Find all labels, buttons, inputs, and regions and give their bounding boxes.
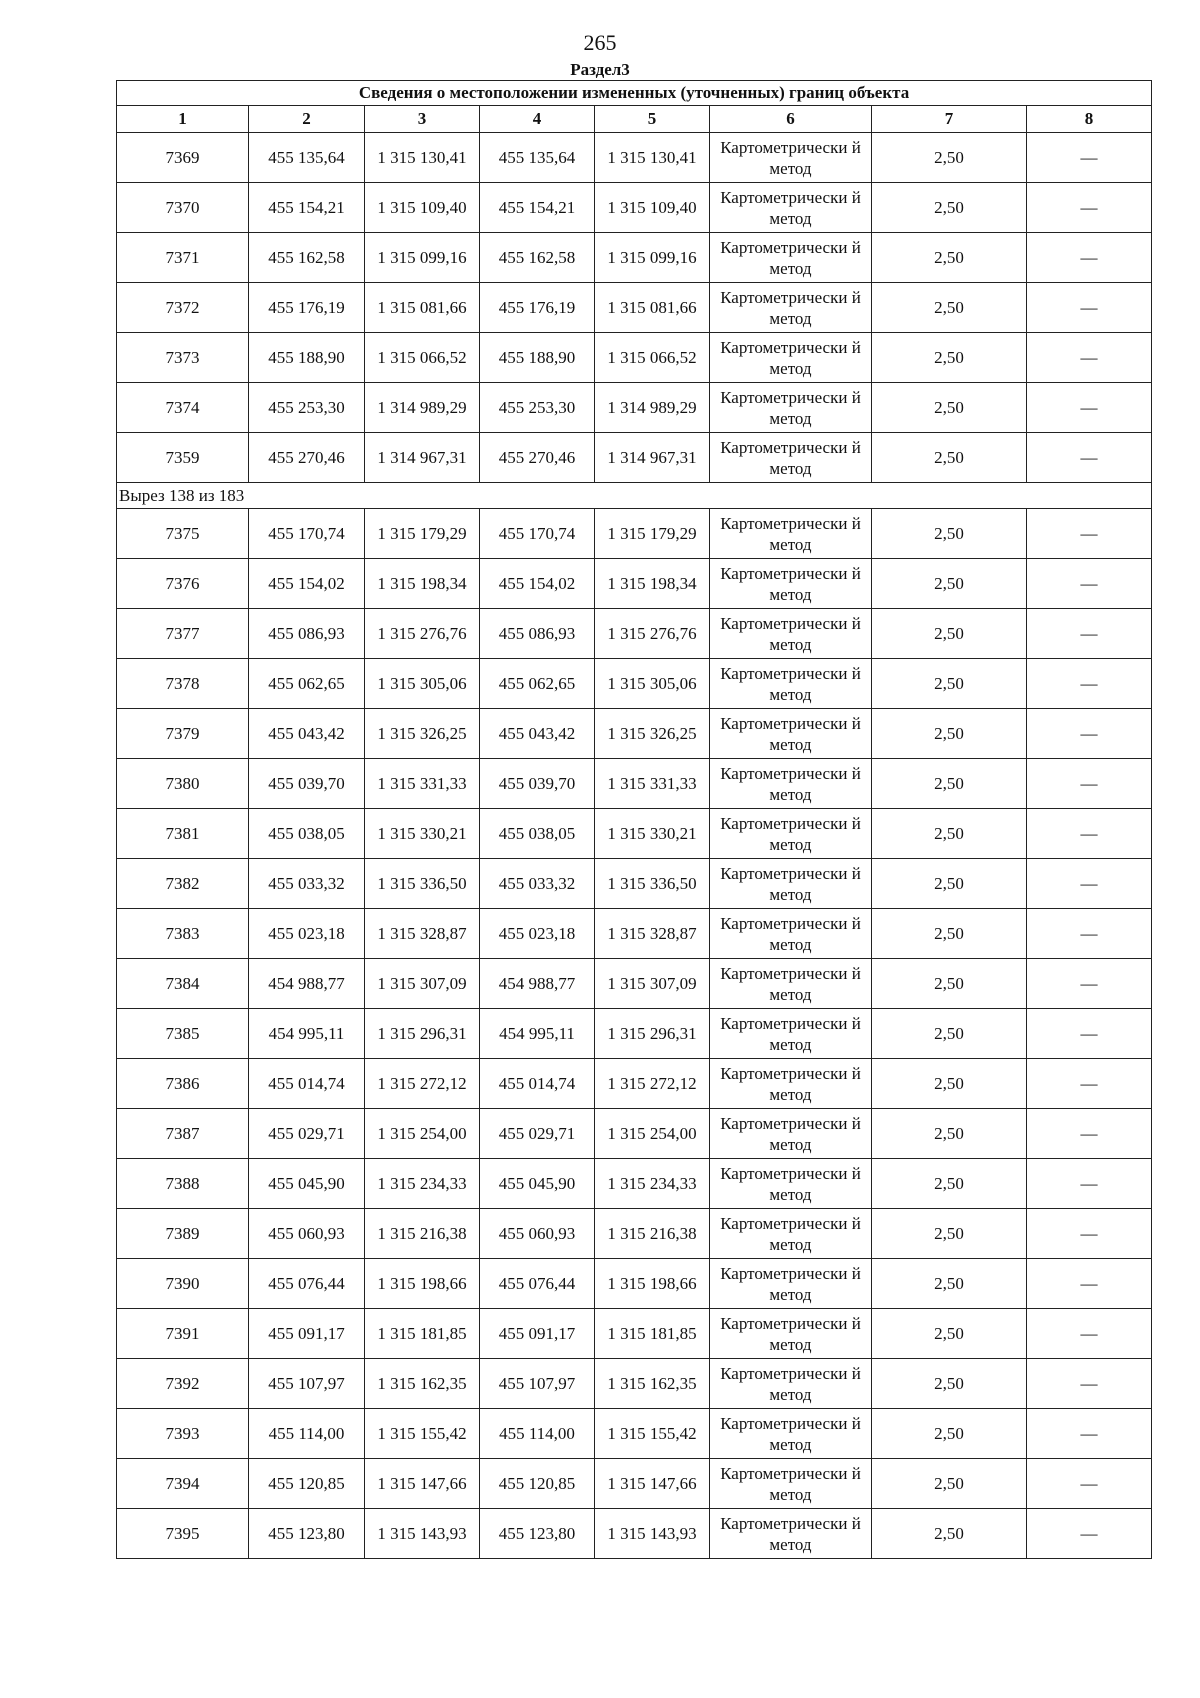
method-cell: Картометрически й метод <box>710 133 872 183</box>
point-number-cell: 7381 <box>117 809 249 859</box>
x-existing-cell: 455 076,44 <box>249 1259 365 1309</box>
description-cell: — <box>1027 383 1152 433</box>
description-cell: — <box>1027 183 1152 233</box>
table-row <box>117 1409 1152 1459</box>
y-refined-cell: 1 315 276,76 <box>595 609 710 659</box>
x-refined-cell: 455 029,71 <box>480 1109 595 1159</box>
accuracy-cell: 2,50 <box>872 1109 1027 1159</box>
x-existing-cell: 455 135,64 <box>249 133 365 183</box>
accuracy-cell: 2,50 <box>872 1159 1027 1209</box>
method-cell: Картометрически й метод <box>710 233 872 283</box>
description-cell: — <box>1027 759 1152 809</box>
y-existing-cell: 1 315 181,85 <box>365 1309 480 1359</box>
y-refined-cell: 1 315 216,38 <box>595 1209 710 1259</box>
description-cell: — <box>1027 1459 1152 1509</box>
point-number-cell: 7385 <box>117 1009 249 1059</box>
description-cell: — <box>1027 1309 1152 1359</box>
y-refined-cell: 1 315 307,09 <box>595 959 710 1009</box>
column-number: 3 <box>365 106 480 133</box>
y-existing-cell: 1 315 147,66 <box>365 1459 480 1509</box>
x-existing-cell: 455 120,85 <box>249 1459 365 1509</box>
method-cell: Картометрически й метод <box>710 433 872 483</box>
y-existing-cell: 1 315 099,16 <box>365 233 480 283</box>
x-refined-cell: 455 120,85 <box>480 1459 595 1509</box>
point-number-cell: 7387 <box>117 1109 249 1159</box>
group-row <box>117 483 1152 509</box>
y-existing-cell: 1 315 331,33 <box>365 759 480 809</box>
method-cell: Картометрически й метод <box>710 1109 872 1159</box>
table-row <box>117 1459 1152 1509</box>
point-number-cell: 7378 <box>117 659 249 709</box>
y-refined-cell: 1 315 328,87 <box>595 909 710 959</box>
point-number-cell: 7384 <box>117 959 249 1009</box>
table-row <box>117 383 1152 433</box>
y-existing-cell: 1 315 254,00 <box>365 1109 480 1159</box>
table-row <box>117 1259 1152 1309</box>
description-cell: — <box>1027 959 1152 1009</box>
point-number-cell: 7370 <box>117 183 249 233</box>
description-cell: — <box>1027 909 1152 959</box>
point-number-cell: 7386 <box>117 1059 249 1109</box>
description-cell: — <box>1027 1509 1152 1559</box>
x-existing-cell: 455 154,02 <box>249 559 365 609</box>
x-existing-cell: 455 038,05 <box>249 809 365 859</box>
x-refined-cell: 455 162,58 <box>480 233 595 283</box>
y-refined-cell: 1 315 109,40 <box>595 183 710 233</box>
method-cell: Картометрически й метод <box>710 1359 872 1409</box>
accuracy-cell: 2,50 <box>872 433 1027 483</box>
x-existing-cell: 455 043,42 <box>249 709 365 759</box>
method-cell: Картометрически й метод <box>710 909 872 959</box>
y-existing-cell: 1 315 296,31 <box>365 1009 480 1059</box>
y-refined-cell: 1 315 198,66 <box>595 1259 710 1309</box>
accuracy-cell: 2,50 <box>872 559 1027 609</box>
y-existing-cell: 1 315 276,76 <box>365 609 480 659</box>
y-refined-cell: 1 315 198,34 <box>595 559 710 609</box>
x-existing-cell: 455 162,58 <box>249 233 365 283</box>
y-refined-cell: 1 315 147,66 <box>595 1459 710 1509</box>
description-cell: — <box>1027 609 1152 659</box>
y-refined-cell: 1 315 272,12 <box>595 1059 710 1109</box>
point-number-cell: 7371 <box>117 233 249 283</box>
y-existing-cell: 1 315 328,87 <box>365 909 480 959</box>
y-refined-cell: 1 315 331,33 <box>595 759 710 809</box>
method-cell: Картометрически й метод <box>710 1159 872 1209</box>
accuracy-cell: 2,50 <box>872 859 1027 909</box>
x-existing-cell: 455 154,21 <box>249 183 365 233</box>
y-existing-cell: 1 315 216,38 <box>365 1209 480 1259</box>
y-existing-cell: 1 315 234,33 <box>365 1159 480 1209</box>
x-refined-cell: 455 039,70 <box>480 759 595 809</box>
column-number: 7 <box>872 106 1027 133</box>
point-number-cell: 7376 <box>117 559 249 609</box>
accuracy-cell: 2,50 <box>872 333 1027 383</box>
x-refined-cell: 455 033,32 <box>480 859 595 909</box>
y-refined-cell: 1 314 967,31 <box>595 433 710 483</box>
x-refined-cell: 455 188,90 <box>480 333 595 383</box>
x-refined-cell: 455 076,44 <box>480 1259 595 1309</box>
method-cell: Картометрически й метод <box>710 859 872 909</box>
accuracy-cell: 2,50 <box>872 1409 1027 1459</box>
y-existing-cell: 1 315 081,66 <box>365 283 480 333</box>
y-refined-cell: 1 315 305,06 <box>595 659 710 709</box>
table-row <box>117 233 1152 283</box>
method-cell: Картометрически й метод <box>710 609 872 659</box>
point-number-cell: 7382 <box>117 859 249 909</box>
y-refined-cell: 1 315 181,85 <box>595 1309 710 1359</box>
x-existing-cell: 455 188,90 <box>249 333 365 383</box>
accuracy-cell: 2,50 <box>872 1009 1027 1059</box>
point-number-cell: 7379 <box>117 709 249 759</box>
x-refined-cell: 455 107,97 <box>480 1359 595 1409</box>
y-existing-cell: 1 315 109,40 <box>365 183 480 233</box>
y-existing-cell: 1 314 989,29 <box>365 383 480 433</box>
table-row <box>117 959 1152 1009</box>
y-existing-cell: 1 315 305,06 <box>365 659 480 709</box>
method-cell: Картометрически й метод <box>710 1409 872 1459</box>
description-cell: — <box>1027 1359 1152 1409</box>
method-cell: Картометрически й метод <box>710 1009 872 1059</box>
x-existing-cell: 455 091,17 <box>249 1309 365 1359</box>
table-row <box>117 1309 1152 1359</box>
y-refined-cell: 1 315 234,33 <box>595 1159 710 1209</box>
table-row <box>117 1159 1152 1209</box>
x-existing-cell: 455 086,93 <box>249 609 365 659</box>
point-number-cell: 7383 <box>117 909 249 959</box>
column-number-row <box>117 106 1152 133</box>
x-existing-cell: 454 988,77 <box>249 959 365 1009</box>
y-refined-cell: 1 315 254,00 <box>595 1109 710 1159</box>
group-label: Вырез 138 из 183 <box>117 483 1152 509</box>
method-cell: Картометрически й метод <box>710 1209 872 1259</box>
x-existing-cell: 455 176,19 <box>249 283 365 333</box>
method-cell: Картометрически й метод <box>710 283 872 333</box>
description-cell: — <box>1027 233 1152 283</box>
x-existing-cell: 454 995,11 <box>249 1009 365 1059</box>
description-cell: — <box>1027 1159 1152 1209</box>
description-cell: — <box>1027 133 1152 183</box>
description-cell: — <box>1027 1209 1152 1259</box>
accuracy-cell: 2,50 <box>872 1309 1027 1359</box>
table-row <box>117 1059 1152 1109</box>
y-refined-cell: 1 315 081,66 <box>595 283 710 333</box>
y-refined-cell: 1 315 336,50 <box>595 859 710 909</box>
y-refined-cell: 1 315 296,31 <box>595 1009 710 1059</box>
column-number: 5 <box>595 106 710 133</box>
point-number-cell: 7394 <box>117 1459 249 1509</box>
table-row <box>117 509 1152 559</box>
x-refined-cell: 455 270,46 <box>480 433 595 483</box>
point-number-cell: 7372 <box>117 283 249 333</box>
accuracy-cell: 2,50 <box>872 759 1027 809</box>
table-row <box>117 183 1152 233</box>
column-number: 1 <box>117 106 249 133</box>
description-cell: — <box>1027 283 1152 333</box>
method-cell: Картометрически й метод <box>710 1059 872 1109</box>
x-refined-cell: 455 038,05 <box>480 809 595 859</box>
description-cell: — <box>1027 709 1152 759</box>
x-refined-cell: 455 043,42 <box>480 709 595 759</box>
point-number-cell: 7389 <box>117 1209 249 1259</box>
accuracy-cell: 2,50 <box>872 133 1027 183</box>
y-refined-cell: 1 315 162,35 <box>595 1359 710 1409</box>
table-row <box>117 133 1152 183</box>
table-body <box>117 133 1152 1559</box>
table-row <box>117 1109 1152 1159</box>
method-cell: Картометрически й метод <box>710 709 872 759</box>
x-existing-cell: 455 253,30 <box>249 383 365 433</box>
method-cell: Картометрически й метод <box>710 1509 872 1559</box>
x-refined-cell: 455 086,93 <box>480 609 595 659</box>
point-number-cell: 7380 <box>117 759 249 809</box>
accuracy-cell: 2,50 <box>872 1509 1027 1559</box>
point-number-cell: 7369 <box>117 133 249 183</box>
table-row <box>117 709 1152 759</box>
x-refined-cell: 455 253,30 <box>480 383 595 433</box>
point-number-cell: 7359 <box>117 433 249 483</box>
description-cell: — <box>1027 809 1152 859</box>
x-refined-cell: 455 060,93 <box>480 1209 595 1259</box>
method-cell: Картометрически й метод <box>710 509 872 559</box>
x-existing-cell: 455 029,71 <box>249 1109 365 1159</box>
x-refined-cell: 455 154,21 <box>480 183 595 233</box>
description-cell: — <box>1027 509 1152 559</box>
method-cell: Картометрически й метод <box>710 659 872 709</box>
y-refined-cell: 1 314 989,29 <box>595 383 710 433</box>
table-row <box>117 283 1152 333</box>
method-cell: Картометрически й метод <box>710 959 872 1009</box>
x-refined-cell: 455 135,64 <box>480 133 595 183</box>
y-existing-cell: 1 314 967,31 <box>365 433 480 483</box>
table-row <box>117 559 1152 609</box>
x-existing-cell: 455 033,32 <box>249 859 365 909</box>
section-title: Раздел3 <box>570 60 630 79</box>
x-existing-cell: 455 170,74 <box>249 509 365 559</box>
x-refined-cell: 455 170,74 <box>480 509 595 559</box>
point-number-cell: 7373 <box>117 333 249 383</box>
method-cell: Картометрически й метод <box>710 1459 872 1509</box>
table-row <box>117 333 1152 383</box>
y-existing-cell: 1 315 143,93 <box>365 1509 480 1559</box>
x-refined-cell: 455 154,02 <box>480 559 595 609</box>
x-existing-cell: 455 014,74 <box>249 1059 365 1109</box>
table-row <box>117 1209 1152 1259</box>
accuracy-cell: 2,50 <box>872 959 1027 1009</box>
x-existing-cell: 455 123,80 <box>249 1509 365 1559</box>
point-number-cell: 7374 <box>117 383 249 433</box>
y-existing-cell: 1 315 162,35 <box>365 1359 480 1409</box>
table-row <box>117 1509 1152 1559</box>
x-existing-cell: 455 107,97 <box>249 1359 365 1409</box>
x-refined-cell: 455 023,18 <box>480 909 595 959</box>
accuracy-cell: 2,50 <box>872 1459 1027 1509</box>
column-number: 4 <box>480 106 595 133</box>
y-existing-cell: 1 315 179,29 <box>365 509 480 559</box>
table-row <box>117 909 1152 959</box>
method-cell: Картометрически й метод <box>710 559 872 609</box>
accuracy-cell: 2,50 <box>872 659 1027 709</box>
column-number: 8 <box>1027 106 1152 133</box>
x-existing-cell: 455 062,65 <box>249 659 365 709</box>
accuracy-cell: 2,50 <box>872 233 1027 283</box>
x-refined-cell: 455 014,74 <box>480 1059 595 1109</box>
y-existing-cell: 1 315 198,34 <box>365 559 480 609</box>
y-existing-cell: 1 315 330,21 <box>365 809 480 859</box>
description-cell: — <box>1027 659 1152 709</box>
accuracy-cell: 2,50 <box>872 383 1027 433</box>
method-cell: Картометрически й метод <box>710 1259 872 1309</box>
accuracy-cell: 2,50 <box>872 509 1027 559</box>
y-refined-cell: 1 315 155,42 <box>595 1409 710 1459</box>
accuracy-cell: 2,50 <box>872 1209 1027 1259</box>
y-existing-cell: 1 315 326,25 <box>365 709 480 759</box>
table-row <box>117 659 1152 709</box>
description-cell: — <box>1027 559 1152 609</box>
y-existing-cell: 1 315 198,66 <box>365 1259 480 1309</box>
y-refined-cell: 1 315 330,21 <box>595 809 710 859</box>
column-number: 2 <box>249 106 365 133</box>
accuracy-cell: 2,50 <box>872 1059 1027 1109</box>
description-cell: — <box>1027 1409 1152 1459</box>
table-row <box>117 1009 1152 1059</box>
x-refined-cell: 455 091,17 <box>480 1309 595 1359</box>
method-cell: Картометрически й метод <box>710 759 872 809</box>
point-number-cell: 7377 <box>117 609 249 659</box>
description-cell: — <box>1027 859 1152 909</box>
description-cell: — <box>1027 1259 1152 1309</box>
method-cell: Картометрически й метод <box>710 183 872 233</box>
description-cell: — <box>1027 1009 1152 1059</box>
method-cell: Картометрически й метод <box>710 1309 872 1359</box>
column-number: 6 <box>710 106 872 133</box>
accuracy-cell: 2,50 <box>872 609 1027 659</box>
x-existing-cell: 455 060,93 <box>249 1209 365 1259</box>
x-existing-cell: 455 045,90 <box>249 1159 365 1209</box>
x-refined-cell: 454 995,11 <box>480 1009 595 1059</box>
x-existing-cell: 455 039,70 <box>249 759 365 809</box>
table-row <box>117 809 1152 859</box>
description-cell: — <box>1027 1059 1152 1109</box>
table-row <box>117 609 1152 659</box>
point-number-cell: 7390 <box>117 1259 249 1309</box>
accuracy-cell: 2,50 <box>872 283 1027 333</box>
y-refined-cell: 1 315 326,25 <box>595 709 710 759</box>
y-existing-cell: 1 315 155,42 <box>365 1409 480 1459</box>
accuracy-cell: 2,50 <box>872 183 1027 233</box>
point-number-cell: 7391 <box>117 1309 249 1359</box>
page-number: 265 <box>583 30 617 55</box>
table-row <box>117 759 1152 809</box>
table-row <box>117 859 1152 909</box>
table-row <box>117 433 1152 483</box>
method-cell: Картометрически й метод <box>710 383 872 433</box>
point-number-cell: 7393 <box>117 1409 249 1459</box>
accuracy-cell: 2,50 <box>872 1259 1027 1309</box>
method-cell: Картометрически й метод <box>710 809 872 859</box>
x-refined-cell: 455 045,90 <box>480 1159 595 1209</box>
table-caption: Сведения о местоположении измененных (уточненных) границ объекта <box>117 81 1152 106</box>
x-refined-cell: 455 114,00 <box>480 1409 595 1459</box>
table-row <box>117 1359 1152 1409</box>
y-existing-cell: 1 315 307,09 <box>365 959 480 1009</box>
accuracy-cell: 2,50 <box>872 1359 1027 1409</box>
y-existing-cell: 1 315 130,41 <box>365 133 480 183</box>
y-existing-cell: 1 315 336,50 <box>365 859 480 909</box>
x-refined-cell: 454 988,77 <box>480 959 595 1009</box>
description-cell: — <box>1027 433 1152 483</box>
y-refined-cell: 1 315 143,93 <box>595 1509 710 1559</box>
y-refined-cell: 1 315 099,16 <box>595 233 710 283</box>
x-refined-cell: 455 062,65 <box>480 659 595 709</box>
boundary-coordinates-table <box>116 80 1152 1559</box>
x-refined-cell: 455 123,80 <box>480 1509 595 1559</box>
point-number-cell: 7375 <box>117 509 249 559</box>
accuracy-cell: 2,50 <box>872 909 1027 959</box>
accuracy-cell: 2,50 <box>872 809 1027 859</box>
point-number-cell: 7388 <box>117 1159 249 1209</box>
point-number-cell: 7395 <box>117 1509 249 1559</box>
y-refined-cell: 1 315 179,29 <box>595 509 710 559</box>
description-cell: — <box>1027 1109 1152 1159</box>
y-existing-cell: 1 315 272,12 <box>365 1059 480 1109</box>
x-existing-cell: 455 270,46 <box>249 433 365 483</box>
x-existing-cell: 455 114,00 <box>249 1409 365 1459</box>
accuracy-cell: 2,50 <box>872 709 1027 759</box>
x-existing-cell: 455 023,18 <box>249 909 365 959</box>
method-cell: Картометрически й метод <box>710 333 872 383</box>
y-existing-cell: 1 315 066,52 <box>365 333 480 383</box>
description-cell: — <box>1027 333 1152 383</box>
y-refined-cell: 1 315 130,41 <box>595 133 710 183</box>
x-refined-cell: 455 176,19 <box>480 283 595 333</box>
y-refined-cell: 1 315 066,52 <box>595 333 710 383</box>
point-number-cell: 7392 <box>117 1359 249 1409</box>
